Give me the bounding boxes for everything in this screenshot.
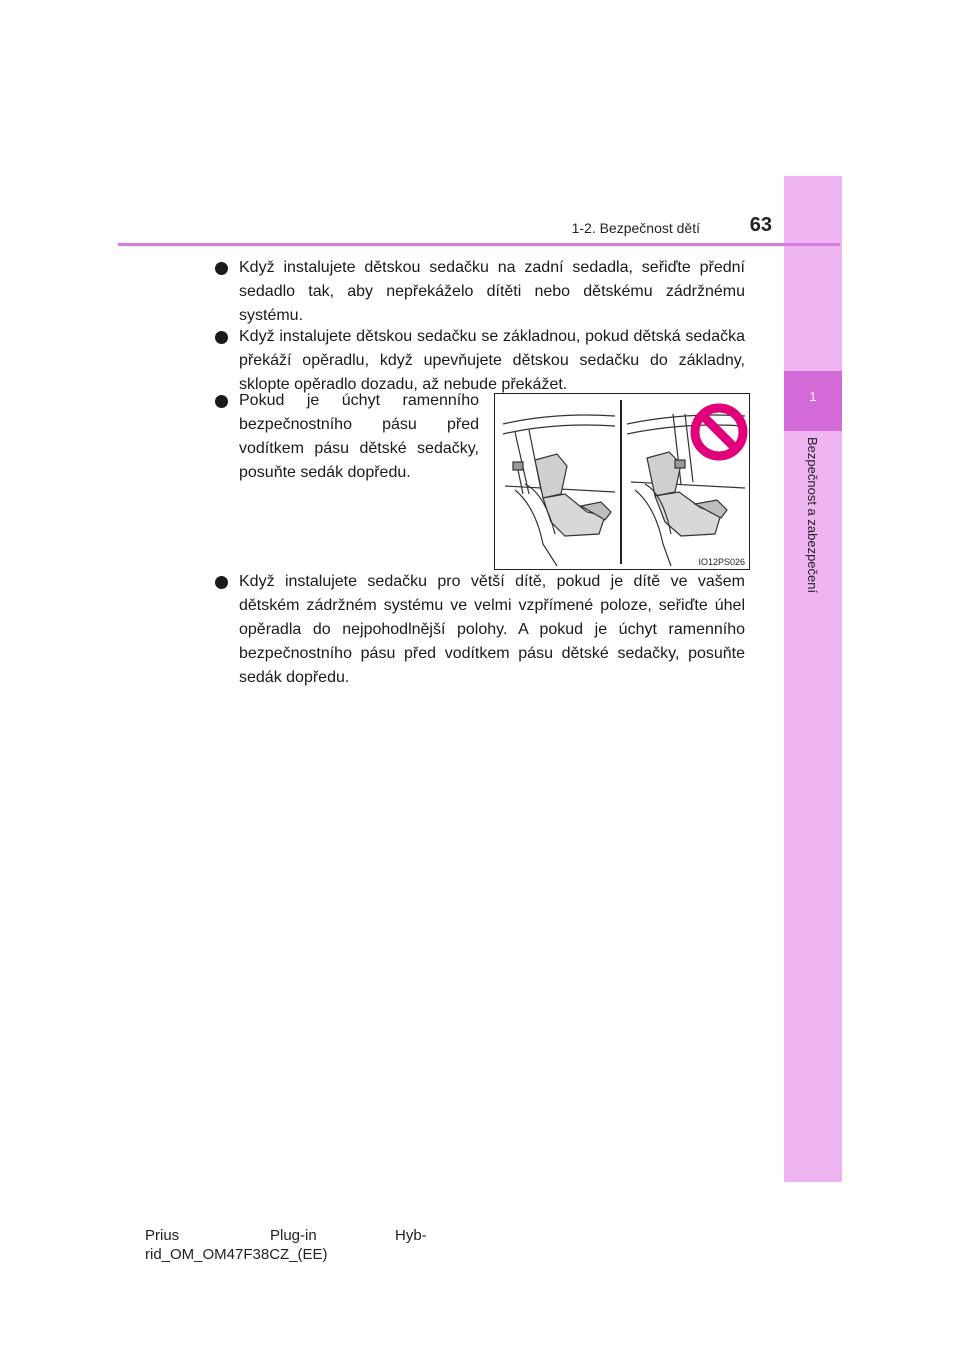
chapter-title: Bezpečnost a zabezpečení — [805, 437, 820, 594]
bullet-text: Když instalujete sedačku pro větší dítě, pokud je dítě ve vašem dětském zádržném systému ve velmi vzpřímené poloze, seřiďte úhel opěradla do nejpohodlnější polohy. A pokud je úchyt ramenního bezpečnostního pásu před vodítkem pásu dětské sedačky, posuňte sedák dopředu. — [239, 573, 745, 686]
footer-variant: Plug-in — [270, 1227, 317, 1244]
bullet-text: Když instalujete dětskou sedačku na zadní sedadla, seřiďte přední sedadlo tak, aby nepřekáželo dítěti nebo dětskému zádržnému systému. — [239, 259, 745, 324]
bullet-item — [215, 325, 745, 397]
footer-line-2: rid_OM_OM47F38CZ_(EE) — [145, 1246, 328, 1263]
seat-belt-illustration — [494, 393, 750, 570]
bullet-dot-icon — [215, 576, 228, 589]
header-rule — [118, 243, 840, 246]
bullet-text: Když instalujete dětskou sedačku se základnou, pokud dětská sedačka překáží opěradlu, když upevňujete dětskou sedačku do základny, sklopte opěradlo dozadu, až nebude překážet. — [239, 328, 745, 393]
footer-type: Hyb- — [395, 1227, 427, 1244]
footer-line-1 — [145, 1226, 427, 1245]
bullet-dot-icon — [215, 262, 228, 275]
side-tab — [784, 176, 842, 1182]
bullet-dot-icon — [215, 331, 228, 344]
footer-doc-id — [145, 1226, 427, 1264]
page-number: 63 — [749, 214, 772, 236]
bullet-text: Pokud je úchyt ramenního bezpečnostního pásu před vodítkem pásu dětské sedačky, posuňte sedák dopředu. — [239, 392, 479, 481]
chapter-number: 1 — [809, 389, 817, 404]
bullet-item — [215, 256, 745, 328]
footer-model: Prius — [145, 1227, 180, 1244]
illustration-code: IO12PS026 — [698, 557, 745, 567]
bullet-item — [215, 570, 745, 690]
bullet-dot-icon — [215, 395, 228, 408]
child-seat-drawing — [495, 394, 749, 569]
header-section-title: 1-2. Bezpečnost dětí — [571, 220, 700, 236]
bullet-item — [215, 389, 479, 485]
